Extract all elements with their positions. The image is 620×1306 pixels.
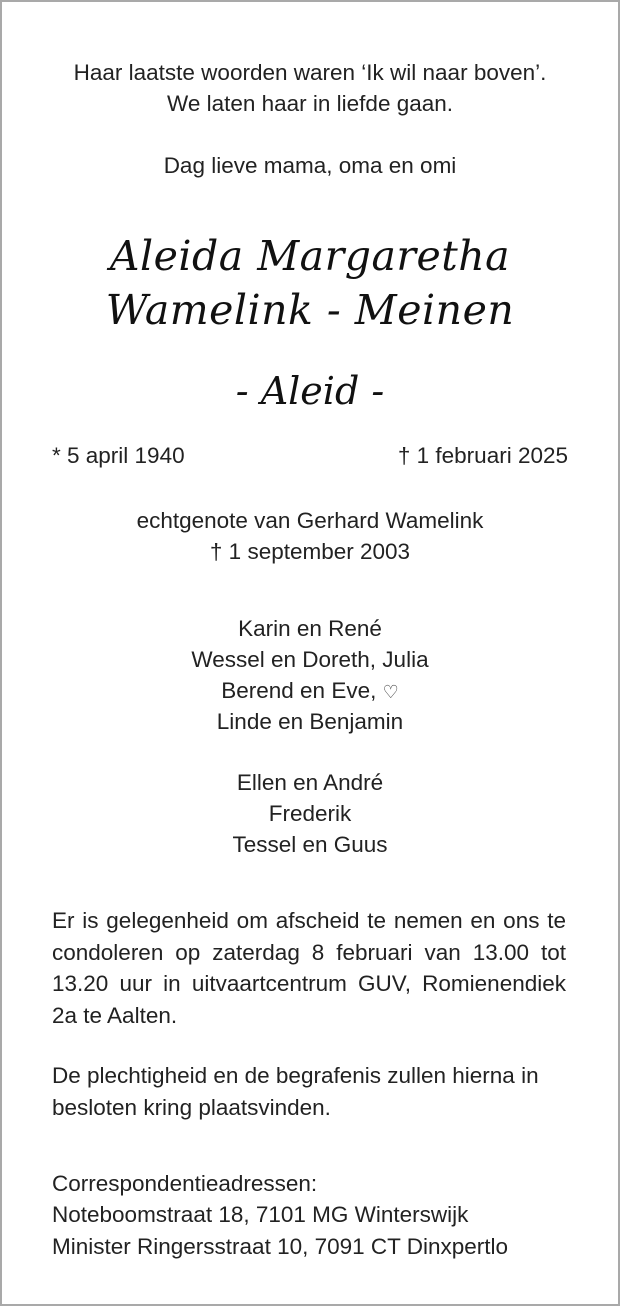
deceased-nickname: - Aleid - [235, 369, 385, 413]
correspondence-address-2: Minister Ringersstraat 10, 7091 CT Dinxpertlo [52, 1234, 509, 1259]
condolence-paragraph: Er is gelegenheid om afscheid te nemen en ons te condoleren op zaterdag 8 februari van 13.00 tot 13.20 uur in uitvaartcentrum GUV, Romienendiek 2a te Aalten. [52, 908, 566, 1028]
life-dates [52, 440, 568, 472]
family-member-line: Wessel en Doreth, Julia [191, 647, 429, 672]
family-member-line: Tessel en Guus [232, 832, 388, 857]
correspondence-heading: Correspondentieadressen: [52, 1171, 318, 1196]
farewell-line: Dag lieve mama, oma en omi [163, 153, 457, 178]
correspondence-address-1: Noteboomstraat 18, 7101 MG Winterswijk [52, 1202, 469, 1227]
quote-line-2: We laten haar in liefde gaan. [166, 91, 454, 116]
deceased-name-line-1: Aleida Margaretha [109, 232, 511, 280]
birth-date: * 5 april 1940 [52, 443, 185, 468]
quote-line-1: Haar laatste woorden waren ‘Ik wil naar boven’. [73, 60, 547, 85]
family-member-line: Ellen en André [236, 770, 384, 795]
family-member-line: Linde en Benjamin [216, 709, 404, 734]
death-date: † 1 februari 2025 [397, 443, 568, 468]
family-member-line: Karin en René [238, 616, 382, 641]
family-member-line [2, 675, 618, 708]
family-member-text: Berend en Eve, [221, 678, 377, 703]
ceremony-paragraph: De plechtigheid en de begrafenis zullen hierna in besloten kring plaatsvinden. [52, 1063, 539, 1120]
family-member-line: Frederik [268, 801, 352, 826]
spouse-line-1: echtgenote van Gerhard Wamelink [136, 508, 484, 533]
heart-icon: ♡ [382, 682, 399, 702]
spouse-line-2: † 1 september 2003 [209, 539, 411, 564]
deceased-name-line-2: Wamelink - Meinen [105, 286, 515, 334]
